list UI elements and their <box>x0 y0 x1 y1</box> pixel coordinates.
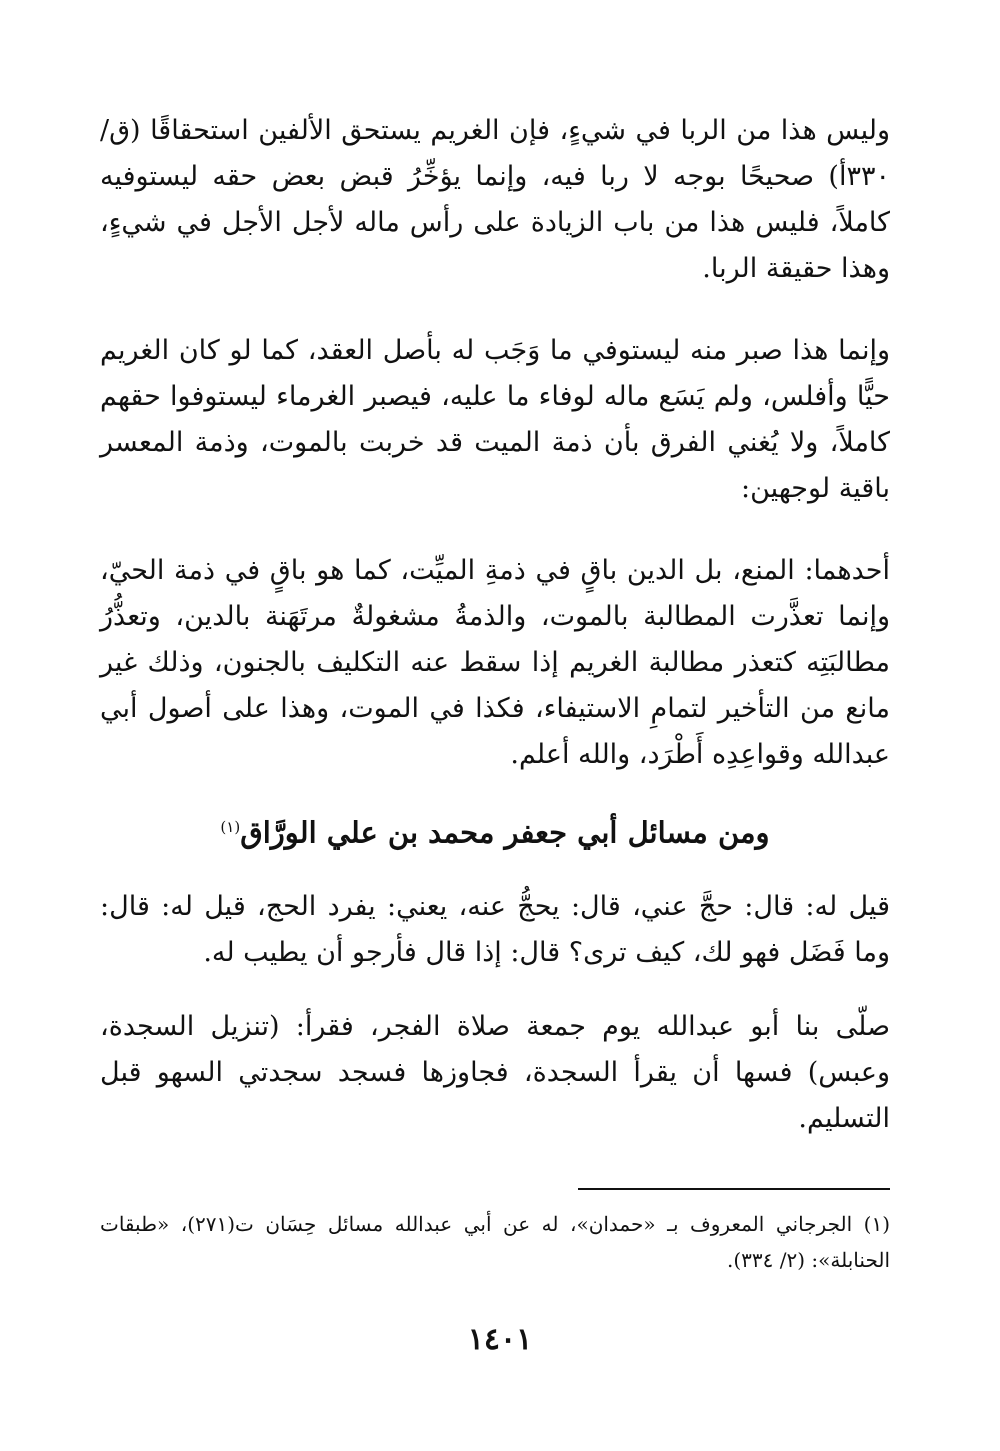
page-body <box>100 108 890 1142</box>
section-heading-text: ومن مسائل أبي جعفر محمد بن علي الورَّاق <box>240 815 770 850</box>
footnote-ref: (١) <box>220 818 241 836</box>
paragraph-3: أحدهما: المنع، بل الدين باقٍ في ذمةِ الميِّت، كما هو باقٍ في ذمة الحيّ، وإنما تعذَّرت المطالبة بالموت، والذمةُ مشغولةٌ مرتَهَنة بالدين، وتعذُّرُ مطالبَتِه كتعذر مطالبة الغريم إذا سقط عنه التكليف بالجنون، وذلك غير مانع من التأخير لتمامِ الاستيفاء، فكذا في الموت، وهذا على أصول أبي عبدالله وقواعِدِه أَطْرَد، والله أعلم. <box>100 555 891 770</box>
paragraph-5: صلّى بنا أبو عبدالله يوم جمعة صلاة الفجر، فقرأ: (تنزيل السجدة، وعبس) فسها أن يقرأ السجدة، فجاوزها فسجد سجدتي السهو قبل التسليم. <box>100 1010 890 1134</box>
paragraph-2: وإنما هذا صبر منه ليستوفي ما وَجَب له بأصل العقد، كما لو كان الغريم حيًّا وأفلس، ولم يَسَع ماله لوفاء ما عليه، فيصبر الغرماء ليستوفوا حقهم كاملاً، ولا يُغني الفرق بأن ذمة الميت قد خربت بالموت، وذمة المعسر باقية لوجهين: <box>100 335 890 504</box>
footnote-divider <box>578 1188 890 1190</box>
footnote: (١) الجرجاني المعروف بـ «حمدان»، له عن أبي عبدالله مسائل حِسَان ت(٢٧١)، «طبقات الحنابلة»: (٢/ ٣٣٤). <box>100 1212 890 1272</box>
page-number: ١٤٠١ <box>467 1322 533 1357</box>
section-heading <box>100 804 890 856</box>
paragraph-1: وليس هذا من الربا في شيءٍ، فإن الغريم يستحق الألفين استحقاقًا (ق/٣٣٠أ) صحيحًا بوجه لا ربا فيه، وإنما يؤخِّرُ قبض بعض حقه ليستوفيه كاملاً، فليس هذا من باب الزيادة على رأس ماله لأجل الأجل في شيءٍ، وهذا حقيقة الربا. <box>100 115 890 284</box>
paragraph-4: قيل له: قال: حجَّ عني، قال: يحجُّ عنه، يعني: يفرد الحج، قيل له: قال: وما فَضَل فهو لك، كيف ترى؟ قال: إذا قال فأرجو أن يطيب له. <box>100 890 890 968</box>
